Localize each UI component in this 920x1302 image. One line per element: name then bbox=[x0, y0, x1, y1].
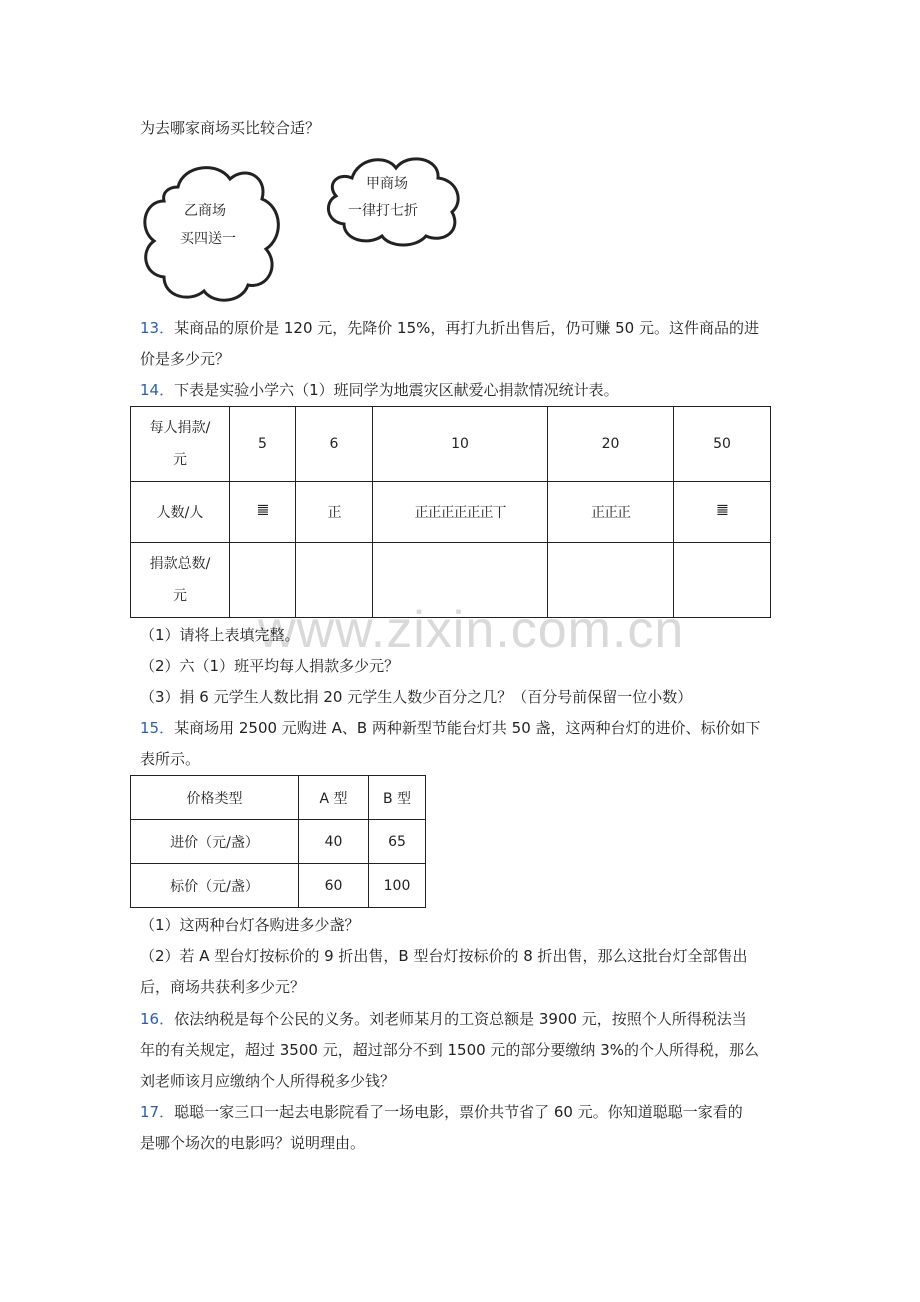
q14-sub1: （1）请将上表填完整。 bbox=[140, 626, 300, 644]
q13-line2: 价是多少元？ bbox=[140, 350, 231, 368]
amount-cell: 5 bbox=[230, 407, 296, 482]
row-label: 进价（元/盏） bbox=[131, 820, 299, 864]
value-cell: 40 bbox=[299, 820, 369, 864]
q16-number: 16． bbox=[140, 1010, 175, 1028]
q15-sub1: （1）这两种台灯各购进多少盏？ bbox=[140, 916, 360, 934]
type-a-header: A 型 bbox=[299, 776, 369, 820]
q16-line3: 刘老师该月应缴纳个人所得税多少钱？ bbox=[140, 1072, 396, 1090]
q17-line1: 17．聪聪一家三口一起去电影院看了一场电影，票价共节省了 60 元。你知道聪聪一家看的 bbox=[140, 1103, 743, 1121]
tally-cell: 正正正正正正丅 bbox=[373, 482, 548, 543]
row-label: 标价（元/盏） bbox=[131, 864, 299, 908]
q14-number: 14． bbox=[140, 381, 175, 399]
tally-cell: 𝍤 bbox=[674, 482, 771, 543]
type-b-header: B 型 bbox=[369, 776, 426, 820]
tally-cell: 正正正 bbox=[548, 482, 674, 543]
q14-line1: 14．下表是实验小学六（1）班同学为地震灾区献爱心捐款情况统计表。 bbox=[140, 381, 619, 399]
blank-cell[interactable] bbox=[674, 543, 771, 618]
watermark: www.zixin.com.cn bbox=[258, 601, 685, 659]
cloud-jia-name: 甲商场 bbox=[366, 176, 408, 192]
q14-sub3: （3）捐 6 元学生人数比捐 20 元学生人数少百分之几？（百分号前保留一位小数） bbox=[140, 688, 693, 706]
q16-line1: 16．依法纳税是每个公民的义务。刘老师某月的工资总额是 3900 元，按照个人所得税法当 bbox=[140, 1010, 747, 1028]
tally-cell: 𝍤 bbox=[230, 482, 296, 543]
header-per-person: 每人捐款/ 元 bbox=[131, 407, 230, 482]
cloud-yi-name: 乙商场 bbox=[184, 203, 226, 219]
amount-cell: 10 bbox=[373, 407, 548, 482]
cloud-jia-shape bbox=[322, 150, 466, 248]
q17-line2: 是哪个场次的电影吗？说明理由。 bbox=[140, 1134, 366, 1152]
amount-cell: 50 bbox=[674, 407, 771, 482]
q17-number: 17． bbox=[140, 1103, 175, 1121]
q15-sub2-line2: 后，商场共获利多少元？ bbox=[140, 978, 306, 996]
value-cell: 65 bbox=[369, 820, 426, 864]
value-cell: 60 bbox=[299, 864, 369, 908]
value-cell: 100 bbox=[369, 864, 426, 908]
price-type-header: 价格类型 bbox=[131, 776, 299, 820]
q13-line1: 13．某商品的原价是 120 元，先降价 15%，再打九折出售后，仍可赚 50 元。这件商品的进 bbox=[140, 319, 759, 337]
lamp-price-table bbox=[130, 775, 426, 908]
q15-sub2-line1: （2）若 A 型台灯按标价的 9 折出售，B 型台灯按标价的 8 折出售，那么这批台灯全部售出 bbox=[140, 947, 748, 965]
intro-line: 为去哪家商场买比较合适？ bbox=[140, 119, 321, 137]
cloud-yi-offer: 买四送一 bbox=[180, 231, 236, 247]
q13-number: 13． bbox=[140, 319, 175, 337]
donation-table bbox=[130, 406, 771, 618]
cloud-jia-offer: 一律打七折 bbox=[348, 203, 418, 219]
q15-number: 15． bbox=[140, 719, 175, 737]
q15-line2: 表所示。 bbox=[140, 750, 201, 768]
q15-line1: 15．某商场用 2500 元购进 A、B 两种新型节能台灯共 50 盏，这两种台灯的进价、标价如下 bbox=[140, 719, 761, 737]
header-count: 人数/人 bbox=[131, 482, 230, 543]
q14-sub2: （2）六（1）班平均每人捐款多少元？ bbox=[140, 657, 400, 675]
tally-cell: 正 bbox=[296, 482, 373, 543]
amount-cell: 20 bbox=[548, 407, 674, 482]
header-total: 捐款总数/ 元 bbox=[131, 543, 230, 618]
q16-line2: 年的有关规定，超过 3500 元，超过部分不到 1500 元的部分要缴纳 3%的个人所得税，那么 bbox=[140, 1041, 759, 1059]
amount-cell: 6 bbox=[296, 407, 373, 482]
